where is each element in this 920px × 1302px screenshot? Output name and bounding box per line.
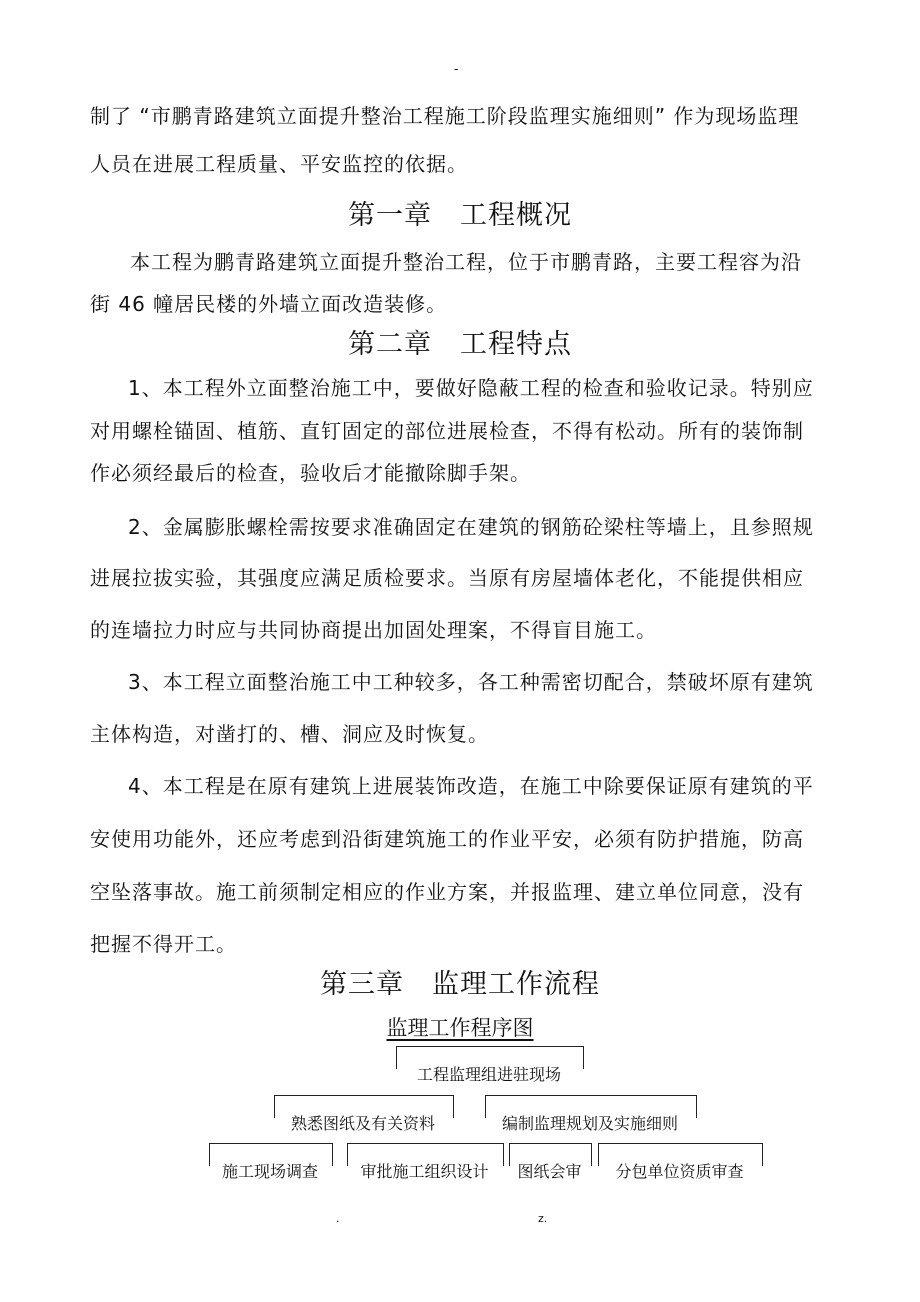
chapter-2-title: 第二章 工程特点: [348, 329, 572, 360]
chapter-2-p3-line-2: 主体构造，对凿打的、槽、洞应及时恢复。: [90, 722, 489, 746]
footer-left-mark: .: [336, 1212, 340, 1225]
flowchart-label-step3a: 施工现场调查: [221, 1162, 318, 1181]
header-mark: -: [454, 62, 459, 76]
chapter-1-line-2: 街 46 幢居民楼的外墙立面改造装修。: [90, 292, 448, 316]
chapter-2-p2-line-2: 进展拉拔实验，其强度应满足质检要求。当原有房屋墙体老化，不能提供相应: [90, 566, 804, 590]
chapter-1-line-1: 本工程为鹏青路建筑立面提升整治工程，位于市鹏青路，主要工程容为沿: [130, 250, 802, 274]
chapter-2-p1-line-1: 1、本工程外立面整治施工中，要做好隐蔽工程的检查和验收记录。特别应: [128, 376, 814, 400]
flowchart-label-step3b: 审批施工组织设计: [360, 1162, 489, 1181]
chapter-2-p4-line-4: 把握不得开工。: [90, 932, 237, 956]
chapter-2-p1-line-2: 对用螺栓锚固、植筋、直钉固定的部位进展检查，不得有松动。所有的装饰制: [90, 419, 804, 443]
flowchart-label-step3c: 图纸会审: [517, 1162, 582, 1181]
flowchart-label-step2b: 编制监理规划及实施细则: [501, 1114, 678, 1133]
footer-right-mark: z.: [538, 1212, 548, 1225]
chapter-2-p4-line-3: 空坠落事故。施工前须制定相应的作业方案，并报监理、建立单位同意，没有: [90, 880, 804, 904]
flowchart-label-step3d: 分包单位资质审查: [615, 1162, 744, 1181]
chapter-2-p2-line-1: 2、金属膨胀螺栓需按要求准确固定在建筑的钢筋砼梁柱等墙上，且参照规: [128, 515, 814, 539]
chapter-2-p1-line-3: 作必须经最后的检查，验收后才能撤除脚手架。: [90, 461, 531, 485]
chapter-2-p2-line-3: 的连墙拉力时应与共同协商提出加固处理案，不得盲目施工。: [90, 618, 657, 642]
flowchart-label-step1: 工程监理组进驻现场: [416, 1065, 561, 1084]
chapter-2-p4-line-2: 安使用功能外，还应考虑到沿街建筑施工的作业平安，必须有防护措施，防高: [90, 827, 804, 851]
flowchart-label-step2a: 熟悉图纸及有关资料: [290, 1114, 435, 1133]
chapter-3-title: 第三章 监理工作流程: [320, 969, 600, 1000]
intro-line-2: 人员在进展工程质量、平安监控的依据。: [90, 152, 468, 176]
flowchart-title: 监理工作程序图: [386, 1016, 534, 1040]
chapter-2-p4-line-1: 4、本工程是在原有建筑上进展装饰改造，在施工中除要保证原有建筑的平: [128, 774, 814, 798]
chapter-2-p3-line-1: 3、本工程立面整治施工中工种较多，各工种需密切配合，禁破坏原有建筑: [128, 670, 814, 694]
intro-line-1: 制了 “市鹏青路建筑立面提升整治工程施工阶段监理实施细则” 作为现场监理: [90, 104, 800, 128]
chapter-1-title: 第一章 工程概况: [348, 200, 572, 231]
